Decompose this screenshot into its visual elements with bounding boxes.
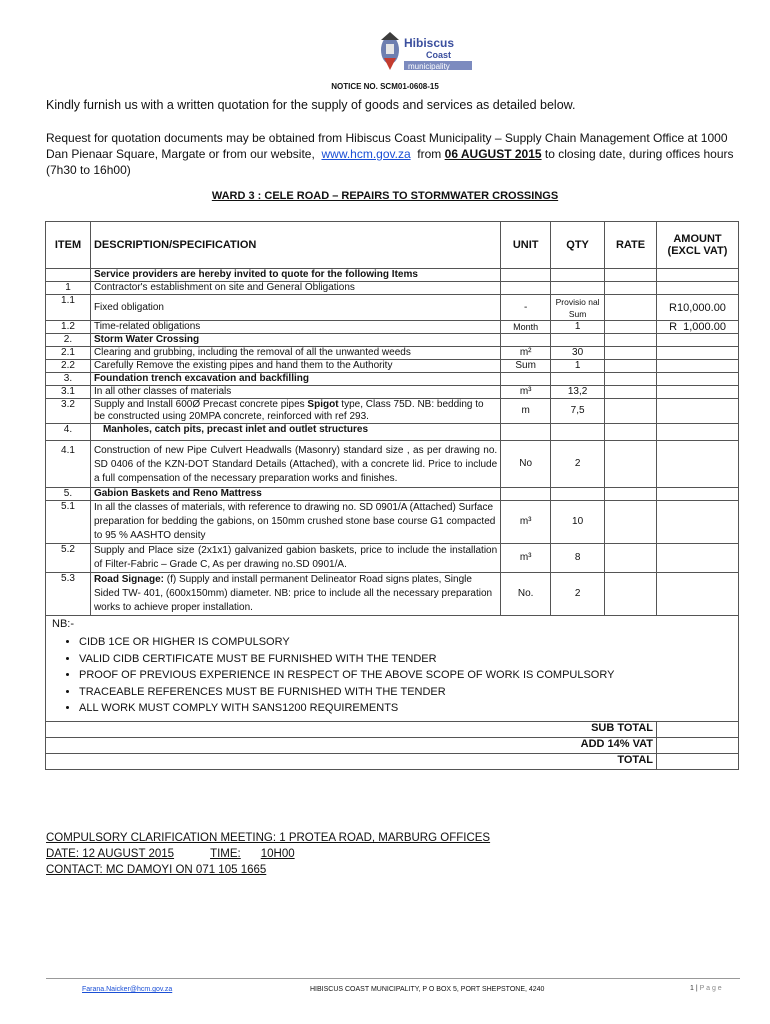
meeting-date-time xyxy=(46,846,490,862)
table-row xyxy=(46,347,739,360)
row-rate[interactable] xyxy=(605,321,657,334)
request-text-1: Request for quotation documents may be obtained from Hibiscus Coast Municipality – Supply Chain Management Office at 1000 Dan Pienaar Square, Margate or from our website, xyxy=(46,131,728,161)
row-desc: Clearing and grubbing, including the removal of all the unwanted weeds xyxy=(90,347,500,360)
row-rate[interactable] xyxy=(605,334,657,347)
row-rate[interactable] xyxy=(605,347,657,360)
row-rate[interactable] xyxy=(605,399,657,424)
row-amount xyxy=(657,347,739,360)
row-unit: No xyxy=(501,441,551,488)
row-desc: In all the classes of materials, with reference to drawing no. SD 0901/A (Attached) Surface preparation for bedding the gabions, on 150mm crushed stone base course G1 compacted to 95 % AASHTO density xyxy=(90,501,500,544)
row-item: 5.1 xyxy=(46,501,91,544)
row-amount: R10,000.00 xyxy=(657,295,739,321)
row-desc xyxy=(90,399,500,424)
ward-title: WARD 3 : CELE ROAD – REPAIRS TO STORMWATER CROSSINGS xyxy=(211,190,559,202)
table-row xyxy=(46,386,739,399)
quotation-table xyxy=(45,221,739,770)
row-qty xyxy=(551,269,605,282)
row-unit: m³ xyxy=(501,544,551,573)
table-row xyxy=(46,544,739,573)
row-unit: m xyxy=(501,399,551,424)
footer-address: HIBISCUS COAST MUNICIPALITY, P O BOX 5, PORT SHEPSTONE, 4240 xyxy=(310,986,545,993)
row-item: 4.1 xyxy=(46,441,91,488)
row-desc: Supply and Place size (2x1x1) galvanized gabion baskets, price to include the installation of Filter-Fabric – Grade C, As per drawing no.SD 0901/A. xyxy=(90,544,500,573)
vat-label: ADD 14% VAT xyxy=(46,737,657,753)
meeting-date: DATE: 12 AUGUST 2015 xyxy=(46,848,175,860)
row-desc-bold: Spigot xyxy=(307,399,339,410)
row-qty: 30 xyxy=(551,347,605,360)
row-amount xyxy=(657,573,739,616)
subtotal-row xyxy=(46,721,739,737)
meeting-time: 10H00 xyxy=(260,848,295,860)
row-rate[interactable] xyxy=(605,441,657,488)
row-rate[interactable] xyxy=(605,282,657,295)
row-desc-part: (f) Supply and install permanent Delineator Road signs plates, Single Sided TW- 401, (600x150mm) diameter. NB: price to include all the necessary preparation works to achieve proper installation. xyxy=(93,574,493,613)
row-amount xyxy=(657,424,739,441)
row-desc: Time-related obligations xyxy=(90,321,500,334)
page-number: 1 xyxy=(690,985,694,992)
vat-value[interactable] xyxy=(657,737,739,753)
row-amount xyxy=(657,544,739,573)
nb-label: NB:- xyxy=(52,618,74,630)
meeting-time-label: TIME: xyxy=(210,848,241,860)
header-rate: RATE xyxy=(605,222,657,269)
municipality-logo xyxy=(376,30,480,78)
table-row xyxy=(46,269,739,282)
row-unit: m² xyxy=(501,347,551,360)
table-row xyxy=(46,282,739,295)
total-label: TOTAL xyxy=(46,753,657,769)
row-unit: Month xyxy=(501,321,551,334)
row-item: 5. xyxy=(46,488,91,501)
row-qty xyxy=(551,334,605,347)
row-unit: m³ xyxy=(501,386,551,399)
row-qty: 2 xyxy=(551,441,605,488)
logo-line2: Coast xyxy=(426,50,452,60)
row-unit xyxy=(501,373,551,386)
row-unit xyxy=(501,269,551,282)
logo-line1: Hibiscus xyxy=(404,36,455,50)
header-desc: DESCRIPTION/SPECIFICATION xyxy=(90,222,500,269)
total-value[interactable] xyxy=(657,753,739,769)
row-qty: Provisio nal Sum xyxy=(551,295,605,321)
row-desc: Fixed obligation xyxy=(90,295,500,321)
page-word: P a g e xyxy=(699,985,722,992)
row-desc-bold: Road Signage: xyxy=(93,574,164,585)
meeting-line: COMPULSORY CLARIFICATION MEETING: 1 PROTEA ROAD, MARBURG OFFICES xyxy=(46,832,491,844)
nb-item: • PROOF OF PREVIOUS EXPERIENCE IN RESPECT OF THE ABOVE SCOPE OF WORK IS COMPULSORY xyxy=(79,667,735,684)
row-amount xyxy=(657,441,739,488)
logo-line3: municipality xyxy=(408,62,450,71)
header-qty: QTY xyxy=(551,222,605,269)
header-unit: UNIT xyxy=(501,222,551,269)
row-desc-part: Supply and Install 600Ø Precast concrete pipes xyxy=(93,399,308,410)
row-amount xyxy=(657,360,739,373)
intro-text: Kindly furnish us with a written quotation for the supply of goods and services as detailed below. xyxy=(46,98,576,112)
row-rate[interactable] xyxy=(605,295,657,321)
table-row xyxy=(46,488,739,501)
row-desc: Foundation trench excavation and backfilling xyxy=(90,373,500,386)
vat-row xyxy=(46,737,739,753)
row-unit xyxy=(501,424,551,441)
website-link[interactable]: www.hcm.gov.za xyxy=(321,147,411,161)
row-unit xyxy=(501,488,551,501)
row-qty xyxy=(551,424,605,441)
row-rate[interactable] xyxy=(605,424,657,441)
table-row xyxy=(46,424,739,441)
row-qty xyxy=(551,373,605,386)
row-item: 2.1 xyxy=(46,347,91,360)
row-unit xyxy=(501,334,551,347)
footer-email-link[interactable]: Farana.Naicker@hcm.gov.za xyxy=(82,986,173,993)
nb-item: • ALL WORK MUST COMPLY WITH SANS1200 REQUIREMENTS xyxy=(79,700,735,717)
row-item: 5.3 xyxy=(46,573,91,616)
row-item: 3.1 xyxy=(46,386,91,399)
row-qty: 1 xyxy=(551,360,605,373)
table-header-row xyxy=(46,222,739,269)
row-item: 5.2 xyxy=(46,544,91,573)
row-amount xyxy=(657,373,739,386)
meeting-contact: CONTACT: MC DAMOYI ON 071 105 1665 xyxy=(46,864,267,876)
table-row xyxy=(46,573,739,616)
row-rate[interactable] xyxy=(605,269,657,282)
row-item: 3. xyxy=(46,373,91,386)
row-rate[interactable] xyxy=(605,544,657,573)
nb-item: • CIDB 1CE OR HIGHER IS COMPULSORY xyxy=(79,634,735,651)
row-qty: 10 xyxy=(551,501,605,544)
row-amount xyxy=(657,282,739,295)
meeting-info xyxy=(46,830,490,878)
row-amount xyxy=(657,386,739,399)
row-item: 2.2 xyxy=(46,360,91,373)
row-item: 1.1 xyxy=(46,295,91,321)
row-item: 1.2 xyxy=(46,321,91,334)
table-row xyxy=(46,399,739,424)
table-row xyxy=(46,501,739,544)
row-unit: - xyxy=(501,295,551,321)
request-text-3: to closing date, during offices hours (7h30 to 16h00) xyxy=(46,147,734,177)
request-date: 06 AUGUST 2015 xyxy=(444,147,542,161)
table-row xyxy=(46,295,739,321)
row-qty: 8 xyxy=(551,544,605,573)
total-row xyxy=(46,753,739,769)
row-qty: 1 xyxy=(551,321,605,334)
request-paragraph xyxy=(46,130,746,178)
header-item: ITEM xyxy=(46,222,91,269)
nb-list xyxy=(49,634,735,717)
row-amount xyxy=(657,488,739,501)
row-qty: 7,5 xyxy=(551,399,605,424)
request-text-2: from xyxy=(417,147,442,161)
row-desc: Manholes, catch pits, precast inlet and outlet structures xyxy=(90,424,500,441)
row-item: 2. xyxy=(46,334,91,347)
row-unit: m³ xyxy=(501,501,551,544)
row-qty xyxy=(551,282,605,295)
row-item: 3.2 xyxy=(46,399,91,424)
row-unit: No. xyxy=(501,573,551,616)
table-row xyxy=(46,334,739,347)
row-amount xyxy=(657,334,739,347)
row-rate[interactable] xyxy=(605,488,657,501)
row-qty: 13,2 xyxy=(551,386,605,399)
row-desc: Service providers are hereby invited to quote for the following Items xyxy=(90,269,500,282)
row-desc: Carefully Remove the existing pipes and hand them to the Authority xyxy=(90,360,500,373)
row-amount: R 1,000.00 xyxy=(657,321,739,334)
row-qty xyxy=(551,488,605,501)
row-qty: 2 xyxy=(551,573,605,616)
row-unit xyxy=(501,282,551,295)
nb-row xyxy=(46,616,739,722)
subtotal-value[interactable] xyxy=(657,721,739,737)
row-rate[interactable] xyxy=(605,360,657,373)
row-rate[interactable] xyxy=(605,573,657,616)
row-rate[interactable] xyxy=(605,501,657,544)
row-desc: Gabion Baskets and Reno Mattress xyxy=(90,488,500,501)
footer-rule xyxy=(46,978,740,979)
row-desc: Contractor's establishment on site and General Obligations xyxy=(90,282,500,295)
nb-item: • VALID CIDB CERTIFICATE MUST BE FURNISHED WITH THE TENDER xyxy=(79,651,735,668)
notice-number: NOTICE NO. SCM01-0608-15 xyxy=(331,82,439,91)
row-unit: Sum xyxy=(501,360,551,373)
subtotal-label: SUB TOTAL xyxy=(46,721,657,737)
row-desc-part: type, Class 75D. NB: bedding to be constructed using 20MPA concrete, reinforced with ref 293. xyxy=(93,399,484,422)
table-row xyxy=(46,441,739,488)
table-row xyxy=(46,321,739,334)
row-desc: Construction of new Pipe Culvert Headwalls (Masonry) standard size , as per drawing no. SD 0406 of the KZN-DOT Standard Details (Attached), with a concrete lid. Price to include a full compensation of the necessary preparation works and finishes. xyxy=(90,441,500,488)
row-amount xyxy=(657,269,739,282)
row-desc: Storm Water Crossing xyxy=(90,334,500,347)
row-rate[interactable] xyxy=(605,386,657,399)
table-row xyxy=(46,373,739,386)
row-item xyxy=(46,269,91,282)
row-amount xyxy=(657,399,739,424)
header-amount: AMOUNT (EXCL VAT) xyxy=(657,222,739,269)
row-desc xyxy=(90,573,500,616)
row-item: 4. xyxy=(46,424,91,441)
row-rate[interactable] xyxy=(605,373,657,386)
footer-page: 1 | P a g e xyxy=(690,985,722,992)
nb-item: • TRACEABLE REFERENCES MUST BE FURNISHED WITH THE TENDER xyxy=(79,684,735,701)
row-desc: In all other classes of materials xyxy=(90,386,500,399)
table-row xyxy=(46,360,739,373)
row-item: 1 xyxy=(46,282,91,295)
row-amount xyxy=(657,501,739,544)
